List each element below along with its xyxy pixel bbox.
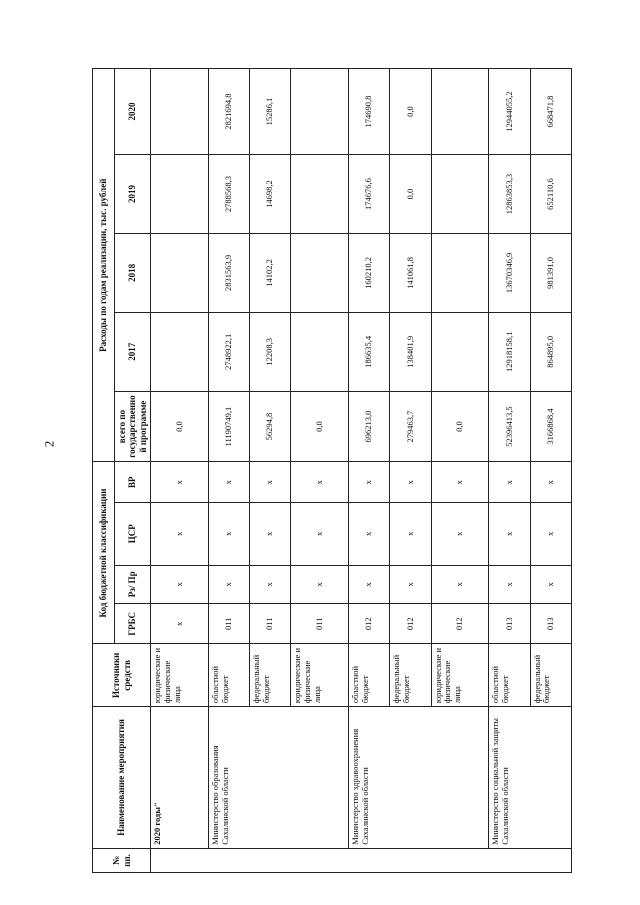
cell-vr: x <box>250 462 291 502</box>
cell-2020: 15286,1 <box>250 69 291 155</box>
cell-source: областной бюджет <box>208 644 249 707</box>
cell-csr: x <box>291 502 349 565</box>
rotated-table-container <box>92 68 572 873</box>
cell-2020 <box>431 69 489 155</box>
cell-rz-pr: x <box>250 565 291 603</box>
header-name: Наименование мероприятия <box>93 707 151 849</box>
header-grbs: ГРБС <box>115 604 151 644</box>
cell-csr: x <box>489 502 530 565</box>
cell-2018 <box>431 233 489 312</box>
cell-csr: x <box>208 502 249 565</box>
cell-vr: x <box>530 462 571 502</box>
cell-total: 0,0 <box>151 391 209 462</box>
cell-2019 <box>291 155 349 234</box>
cell-2017: 12918158,1 <box>489 312 530 391</box>
cell-rz-pr: x <box>530 565 571 603</box>
header-csr: ЦСР <box>115 502 151 565</box>
cell-2020: 2821694,8 <box>208 69 249 155</box>
table-row <box>208 69 249 873</box>
budget-table <box>92 68 572 873</box>
cell-vr: x <box>390 462 431 502</box>
cell-2018: 2831563,9 <box>208 233 249 312</box>
cell-source: областной бюджет <box>489 644 530 707</box>
cell-2017 <box>431 312 489 391</box>
cell-2018: 14102,2 <box>250 233 291 312</box>
cell-total: 52396413,5 <box>489 391 530 462</box>
cell-rz-pr: x <box>431 565 489 603</box>
cell-name: Министерство социальной защиты Сахалинской области <box>489 707 572 849</box>
header-budget-code: Код бюджетной классификации <box>93 462 115 644</box>
header-2019: 2019 <box>115 155 151 234</box>
cell-grbs: 013 <box>530 604 571 644</box>
cell-2018 <box>291 233 349 312</box>
cell-2018: 13670346,9 <box>489 233 530 312</box>
table-row <box>151 69 209 873</box>
cell-2017: 138401,9 <box>390 312 431 391</box>
cell-2017: 864895,0 <box>530 312 571 391</box>
cell-source: областной бюджет <box>349 644 390 707</box>
table-row <box>489 69 530 873</box>
cell-2020: 174690,8 <box>349 69 390 155</box>
header-2020: 2020 <box>115 69 151 155</box>
cell-2019: 12863853,3 <box>489 155 530 234</box>
header-total: всего по государственной программе <box>115 391 151 462</box>
header-rz-pr: Рз/ Пр <box>115 565 151 603</box>
cell-total: 3166868,4 <box>530 391 571 462</box>
cell-vr: x <box>349 462 390 502</box>
cell-total: 0,0 <box>431 391 489 462</box>
cell-total: 56294,8 <box>250 391 291 462</box>
cell-source: федеральный бюджет <box>250 644 291 707</box>
cell-csr: x <box>151 502 209 565</box>
cell-2020 <box>151 69 209 155</box>
cell-csr: x <box>390 502 431 565</box>
header-2018: 2018 <box>115 233 151 312</box>
cell-2020: 0,0 <box>390 69 431 155</box>
cell-no <box>151 848 572 872</box>
cell-2018 <box>151 233 209 312</box>
table-row <box>349 69 390 873</box>
cell-2017 <box>151 312 209 391</box>
cell-2018: 160210,2 <box>349 233 390 312</box>
cell-2019: 652110,6 <box>530 155 571 234</box>
cell-grbs: x <box>151 604 209 644</box>
cell-2017: 12208,3 <box>250 312 291 391</box>
cell-name: Министерство образования Сахалинской области <box>208 707 348 849</box>
cell-total: 279463,7 <box>390 391 431 462</box>
cell-rz-pr: x <box>291 565 349 603</box>
cell-source: федеральный бюджет <box>390 644 431 707</box>
cell-vr: x <box>291 462 349 502</box>
cell-2018: 981391,0 <box>530 233 571 312</box>
cell-grbs: 011 <box>208 604 249 644</box>
cell-rz-pr: x <box>390 565 431 603</box>
cell-vr: x <box>431 462 489 502</box>
cell-vr: x <box>151 462 209 502</box>
cell-2019 <box>151 155 209 234</box>
cell-source: юридические и физические лица <box>151 644 209 707</box>
cell-csr: x <box>250 502 291 565</box>
cell-grbs: 012 <box>390 604 431 644</box>
cell-2019: 0,0 <box>390 155 431 234</box>
cell-2019 <box>431 155 489 234</box>
cell-total: 0,0 <box>291 391 349 462</box>
cell-rz-pr: x <box>208 565 249 603</box>
cell-2017: 186635,4 <box>349 312 390 391</box>
header-expenses: Расходы по годам реализации, тыс. рублей <box>93 69 115 462</box>
cell-grbs: 013 <box>489 604 530 644</box>
cell-rz-pr: x <box>151 565 209 603</box>
cell-source: юридические и физические лица <box>291 644 349 707</box>
header-2017: 2017 <box>115 312 151 391</box>
cell-2020: 668471,8 <box>530 69 571 155</box>
cell-2020 <box>291 69 349 155</box>
cell-2017: 2748922,1 <box>208 312 249 391</box>
cell-2019: 2788568,3 <box>208 155 249 234</box>
cell-2018: 141061,8 <box>390 233 431 312</box>
cell-csr: x <box>431 502 489 565</box>
cell-vr: x <box>489 462 530 502</box>
cell-source: юридические и физические лица <box>431 644 489 707</box>
cell-total: 696213,0 <box>349 391 390 462</box>
cell-grbs: 011 <box>250 604 291 644</box>
header-vr: ВР <box>115 462 151 502</box>
cell-total: 11190749,1 <box>208 391 249 462</box>
header-source: Источники средств <box>93 644 151 707</box>
cell-2019: 14698,2 <box>250 155 291 234</box>
cell-csr: x <box>349 502 390 565</box>
cell-name: 2020 годы" <box>151 707 209 849</box>
cell-2020: 12944055,2 <box>489 69 530 155</box>
cell-vr: x <box>208 462 249 502</box>
cell-csr: x <box>530 502 571 565</box>
cell-name: Министерство здравоохранения Сахалинской области <box>349 707 489 849</box>
cell-2019: 174676,6 <box>349 155 390 234</box>
cell-rz-pr: x <box>349 565 390 603</box>
cell-source: федеральный бюджет <box>530 644 571 707</box>
cell-grbs: 012 <box>349 604 390 644</box>
page-number: 2 <box>41 440 57 448</box>
cell-rz-pr: x <box>489 565 530 603</box>
cell-grbs: 012 <box>431 604 489 644</box>
cell-grbs: 011 <box>291 604 349 644</box>
cell-2017 <box>291 312 349 391</box>
header-no: № пп. <box>93 848 151 872</box>
